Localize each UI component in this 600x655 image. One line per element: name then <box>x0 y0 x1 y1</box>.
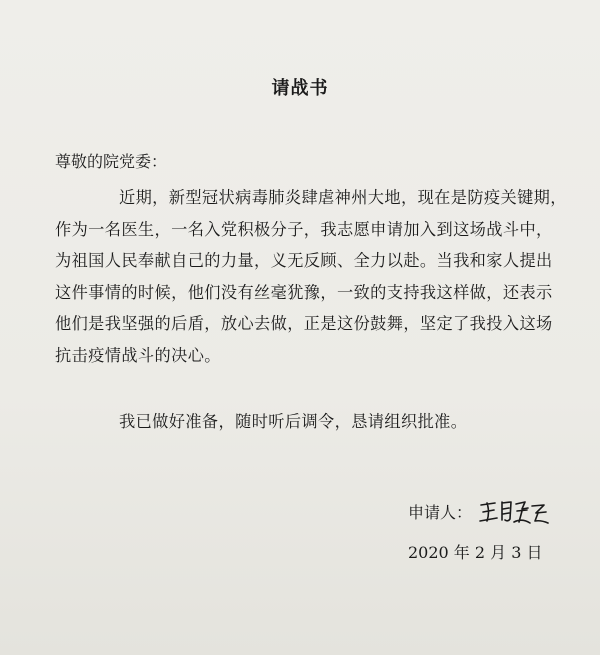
applicant-label: 申请人： <box>408 502 473 522</box>
paragraph-1 <box>55 182 575 371</box>
letter-date: 2020 年 2 月 3 日 <box>408 543 543 562</box>
handwritten-signature <box>478 496 550 526</box>
paragraph-1-line: 抗击疫情战斗的决心。 <box>55 345 221 365</box>
letter-title: 请战书 <box>271 78 329 99</box>
paragraph-2 <box>55 406 575 438</box>
paragraph-1-line: 近期，新型冠状病毒肺炎肆虐神州大地，现在是防疫关键期， <box>119 188 567 207</box>
paragraph-1-line: 为祖国人民奉献自己的力量，义无反顾、全力以赴。当我和家人提出 <box>55 251 553 270</box>
paragraph-1-line: 这件事情的时候，他们没有丝毫犹豫，一致的支持我这样做，还表示 <box>55 282 553 302</box>
salutation: 尊敬的院党委： <box>55 152 168 171</box>
paragraph-1-line: 他们是我坚强的后盾，放心去做，正是这份鼓舞，坚定了我投入这场 <box>55 314 553 333</box>
applicant-row <box>408 496 550 526</box>
paragraph-1-line: 作为一名医生，一名入党积极分子，我志愿申请加入到这场战斗中， <box>55 219 553 239</box>
paragraph-2-line: 我已做好准备，随时听后调令，恳请组织批准。 <box>119 412 468 431</box>
